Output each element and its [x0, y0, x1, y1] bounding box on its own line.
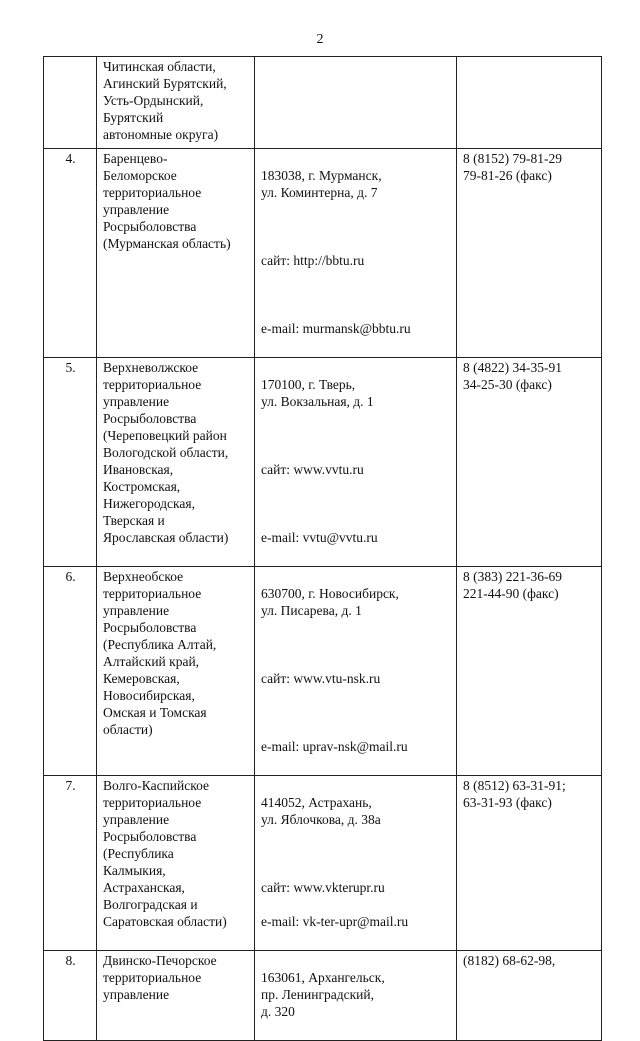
row-number: 4.	[44, 149, 97, 358]
office-address-cell	[255, 57, 457, 149]
office-phone: 8 (8512) 63-31-91; 63-31-93 (факс)	[457, 776, 602, 951]
office-address: 163061, Архангельск, пр. Ленинградский, д. 320	[261, 970, 385, 1019]
table-row	[44, 567, 602, 776]
office-website: сайт: www.vvtu.ru	[261, 462, 364, 477]
office-address-cell	[255, 149, 457, 358]
office-address: 170100, г. Тверь, ул. Вокзальная, д. 1	[261, 377, 374, 409]
table-row	[44, 57, 602, 149]
office-address-cell	[255, 358, 457, 567]
office-address: 183038, г. Мурманск, ул. Коминтерна, д. 7	[261, 168, 382, 200]
row-number: 8.	[44, 951, 97, 1041]
row-number: 5.	[44, 358, 97, 567]
office-name: Верхневолжское территориальное управление Росрыболовства (Череповецкий район Вологодской области, Ивановская, Костромская, Нижегородская, Тверская и Ярославская области)	[97, 358, 255, 567]
office-email: e-mail: murmansk@bbtu.ru	[261, 321, 411, 336]
office-website: сайт: http://bbtu.ru	[261, 253, 365, 268]
office-address: 414052, Астрахань, ул. Яблочкова, д. 38а	[261, 795, 381, 827]
office-name: Баренцево- Беломорское территориальное управление Росрыболовства (Мурманская область)	[97, 149, 255, 358]
row-number: 7.	[44, 776, 97, 951]
table-row	[44, 951, 602, 1041]
table-row	[44, 149, 602, 358]
office-phone	[457, 57, 602, 149]
office-website: сайт: www.vtu-nsk.ru	[261, 671, 381, 686]
office-email: e-mail: uprav-nsk@mail.ru	[261, 739, 408, 754]
office-name: Двинско-Печорское территориальное управление	[97, 951, 255, 1041]
office-address-cell	[255, 951, 457, 1041]
office-address-cell	[255, 567, 457, 776]
page-number: 2	[316, 32, 324, 47]
office-phone: 8 (8152) 79-81-29 79-81-26 (факс)	[457, 149, 602, 358]
office-phone: 8 (4822) 34-35-91 34-25-30 (факс)	[457, 358, 602, 567]
office-email: e-mail: vvtu@vvtu.ru	[261, 530, 378, 545]
office-address-cell	[255, 776, 457, 951]
office-website: сайт: www.vkterupr.ru	[261, 880, 385, 895]
row-number	[44, 57, 97, 149]
office-phone: 8 (383) 221-36-69 221-44-90 (факс)	[457, 567, 602, 776]
row-number: 6.	[44, 567, 97, 776]
office-email: e-mail: vk-ter-upr@mail.ru	[261, 914, 409, 929]
table-row	[44, 358, 602, 567]
office-name: Читинская области, Агинский Бурятский, Усть-Ордынский, Бурятский автономные округа)	[97, 57, 255, 149]
office-contacts-table	[43, 56, 602, 1041]
office-address: 630700, г. Новосибирск, ул. Писарева, д. 1	[261, 586, 399, 618]
table-row	[44, 776, 602, 951]
office-phone: (8182) 68-62-98,	[457, 951, 602, 1041]
office-name: Верхнеобское территориальное управление Росрыболовства (Республика Алтай, Алтайский край, Кемеровская, Новосибирская, Омская и Томская области)	[97, 567, 255, 776]
office-name: Волго-Каспийское территориальное управление Росрыболовства (Республика Калмыкия, Астраханская, Волгоградская и Саратовская области)	[97, 776, 255, 951]
